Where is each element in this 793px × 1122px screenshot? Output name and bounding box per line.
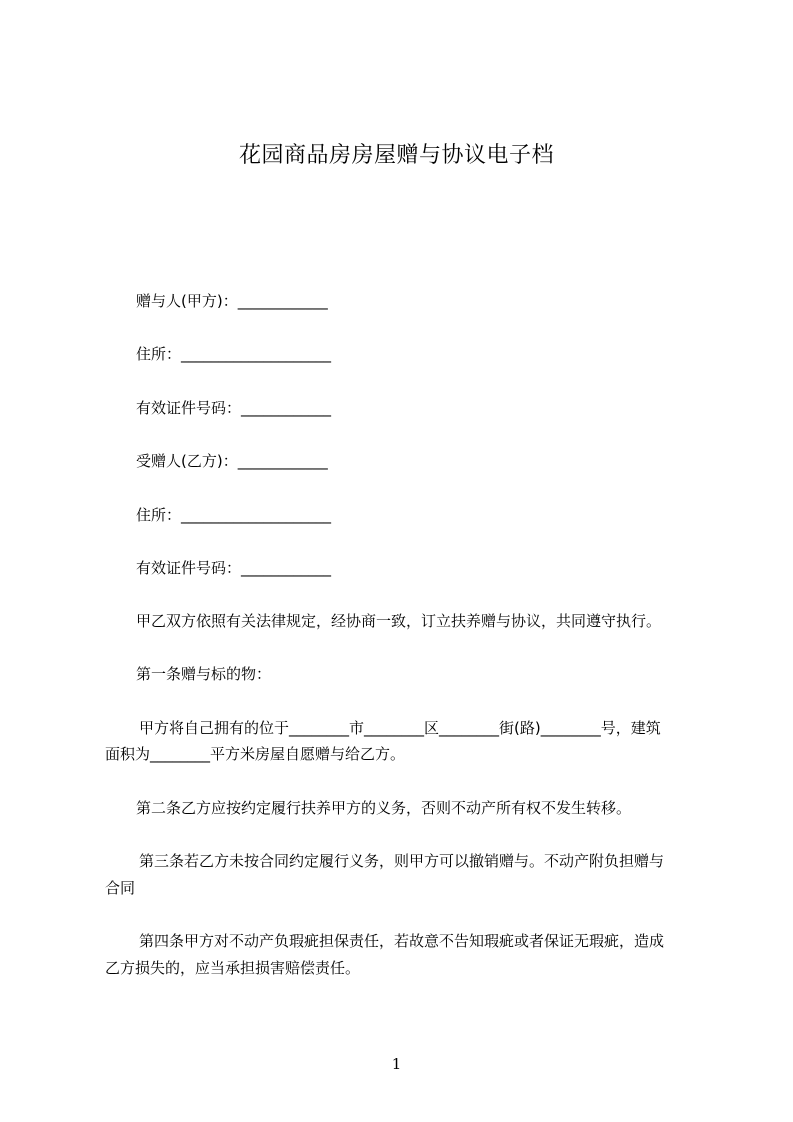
page-number: 1 (391, 1055, 402, 1073)
field-label: 有效证件号码： (136, 399, 242, 417)
field-blank: ____________________ (181, 506, 332, 524)
field-label: 住所： (136, 506, 182, 524)
article-1-heading: 第一条赠与标的物： (136, 665, 272, 683)
field-blank: ____________ (241, 399, 332, 417)
donee-id-field (136, 557, 331, 579)
donor-name-field (136, 290, 328, 312)
field-label: 赠与人(甲方)： (136, 292, 238, 310)
donor-id-field (136, 397, 331, 419)
donor-address-field (136, 343, 331, 365)
field-label: 受赠人(乙方)： (136, 452, 238, 470)
article-3-line-1: 第三条若乙方未按合同约定履行义务，则甲方可以撤销赠与。不动产附负担赠与 (139, 852, 665, 870)
field-blank: ____________ (237, 452, 328, 470)
donee-address-field (136, 504, 331, 526)
field-blank: ____________ (241, 559, 332, 577)
article-1-body-line-1: 甲方将自己拥有的位于________市________区________街(路)________号，建筑 (139, 719, 661, 737)
article-2-paragraph: 第二条乙方应按约定履行扶养甲方的义务，否则不动产所有权不发生转移。 (136, 799, 632, 817)
article-1-body-line-2: 面积为________平方米房屋自愿赠与给乙方。 (105, 745, 406, 763)
article-4-line-1: 第四条甲方对不动产负瑕疵担保责任，若故意不告知瑕疵或者保证无瑕疵，造成 (139, 932, 665, 950)
donee-name-field (136, 450, 328, 472)
article-3-line-2: 合同 (105, 879, 136, 897)
article-4-line-2: 乙方损失的，应当承担损害赔偿责任。 (105, 959, 361, 977)
intro-paragraph: 甲乙双方依照有关法律规定，经协商一致，订立扶养赠与协议，共同遵守执行。 (136, 612, 662, 630)
field-label: 有效证件号码： (136, 559, 242, 577)
field-blank: ____________________ (181, 345, 332, 363)
field-label: 住所： (136, 345, 182, 363)
document-title: 花园商品房房屋赠与协议电子档 (238, 143, 554, 168)
field-blank: ____________ (237, 292, 328, 310)
